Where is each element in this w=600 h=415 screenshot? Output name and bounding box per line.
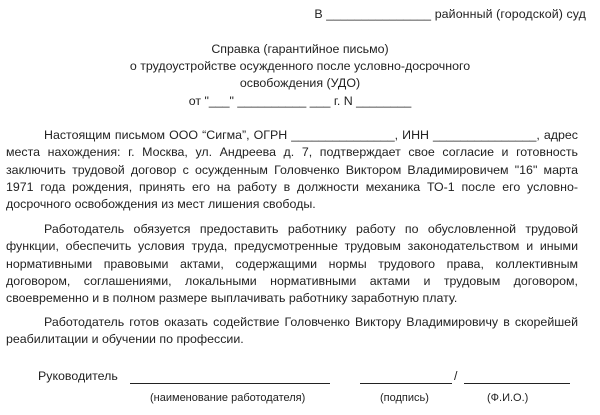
- court-addressee: В _______________ районный (городской) суд: [314, 7, 586, 21]
- full-name-blank: [464, 369, 570, 384]
- document-subtitle: о трудоустройстве осужденного после условно-досрочного: [129, 59, 471, 74]
- document-title: Справка (гарантийное письмо): [211, 42, 389, 56]
- employer-name-caption: (наименование работодателя): [150, 392, 306, 404]
- paragraph-line: досрочного освобождения из мест лишения свободы.: [6, 197, 316, 212]
- paragraph-line: договором, соглашениями, локальными нормативными актами и трудовым договором,: [6, 273, 578, 288]
- paragraph-line: заключить трудовой договор с осужденным Головченко Виктором Владимировичем "16" марта: [6, 162, 578, 177]
- signature-label: Руководитель: [38, 369, 118, 383]
- paragraph-line: нормативными правовыми актами, содержащими нормы трудового права, коллективным: [6, 256, 578, 271]
- signature-caption: (подпись): [380, 392, 429, 404]
- paragraph-line: Работодатель готов оказать содействие Головченко Виктору Владимировичу в скорейшей: [44, 315, 578, 329]
- full-name-caption: (Ф.И.О.): [487, 392, 529, 404]
- document-date-number: от "___" __________ ___ г. N ________: [188, 93, 412, 108]
- paragraph-line: реабилитации и обучении по профессии.: [6, 332, 244, 347]
- paragraph-line: своевременно и в полном размере выплачивать работнику заработную плату.: [6, 291, 458, 306]
- document-heading: [0, 41, 600, 110]
- paragraph-line: 1971 года рождения, принять его на работу в должности механика ТО-1 после его условно-: [6, 179, 578, 194]
- employer-name-blank: [130, 369, 330, 384]
- signature-separator: /: [454, 369, 458, 383]
- paragraph-line: Настоящим письмом ООО “Сигма”, ОГРН _______________, ИНН _______________, адрес: [44, 128, 578, 142]
- paragraph-line: функции, обеспечить условия труда, предусмотренные трудовым законодательством и иными: [6, 239, 578, 254]
- signature-row: [38, 369, 598, 389]
- paragraph-obligations: [6, 221, 578, 307]
- paragraph-guarantee: [6, 127, 578, 213]
- document-subtitle-cont: освобождения (УДО): [239, 76, 361, 91]
- signature-blank: [360, 369, 452, 384]
- paragraph-line: места нахождения: г. Москва, ул. Андреева д. 7, подтверждает свое согласие и готовность: [6, 145, 578, 160]
- paragraph-assistance: [6, 314, 578, 349]
- paragraph-line: Работодатель обязуется предоставить работнику работу по обусловленной трудовой: [44, 222, 578, 236]
